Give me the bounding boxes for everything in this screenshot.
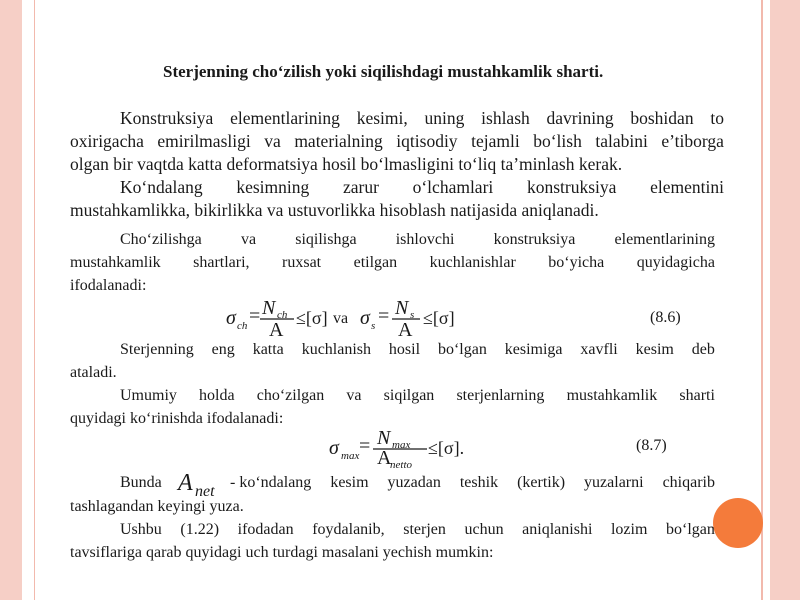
word: sterjenlarning — [456, 387, 545, 404]
f1-num-sub-left: ch — [277, 309, 288, 321]
word: (kertik) — [517, 474, 566, 491]
word: uchun — [464, 521, 504, 538]
f1-sub-right: s — [371, 320, 376, 332]
word: siqilgan — [383, 387, 435, 404]
word: ifodadan — [237, 521, 294, 538]
f1-rhs-left: ≤[σ] — [296, 308, 328, 328]
word: siqilishga — [295, 231, 357, 248]
f2-num-sub: max — [392, 439, 411, 451]
f1-joiner: va — [333, 310, 349, 327]
p3-line1 — [120, 231, 715, 249]
word: va — [264, 131, 281, 151]
formula-8-6 — [220, 296, 470, 338]
word: (1.22) — [180, 521, 220, 538]
word: kesim — [635, 341, 674, 358]
f2-den-sub: netto — [390, 459, 412, 470]
word: elementini — [650, 177, 724, 197]
word: teshik — [459, 474, 499, 491]
p5-line2: quyidagi ko‘rinishda ifodalanadi: — [70, 410, 284, 427]
word: aniqlanishi — [522, 521, 593, 538]
p2-line2: mustahkamlikka, bikirlikka va ustuvorlikka hisoblash natijasida aniqlanadi. — [70, 200, 599, 220]
word: talabini — [595, 131, 648, 151]
word: elementlarining — [614, 231, 715, 248]
left-border-strip — [0, 0, 22, 600]
p6-start: Bunda — [120, 474, 162, 491]
word: yuzadan — [387, 474, 441, 491]
word: Umumiy — [120, 387, 177, 404]
accent-circle — [713, 498, 763, 548]
word: - ko‘ndalang — [230, 474, 312, 491]
p2-line1 — [120, 177, 724, 198]
f1-den-left: A — [269, 319, 284, 338]
word: emirilmasligi — [157, 131, 251, 151]
p4-line1 — [120, 341, 715, 359]
word: kesimning — [236, 177, 310, 197]
word: katta — [252, 341, 284, 358]
f1-eq-right: = — [378, 305, 390, 327]
f2-den: A — [377, 447, 392, 469]
word: bo‘lgan — [437, 341, 487, 358]
word: ruxsat — [282, 254, 322, 271]
word: kesimi, — [356, 108, 408, 128]
word: davrining — [546, 108, 614, 128]
f1-num-right: N — [395, 297, 409, 319]
f1-den-right: A — [398, 319, 413, 338]
word: va — [240, 231, 257, 248]
p6-line1-rest — [230, 474, 715, 492]
f1-sigma-left: σ — [226, 307, 236, 329]
word: Sterjenning — [120, 341, 194, 358]
f1-sub-left: ch — [237, 320, 248, 332]
word: uning — [424, 108, 465, 128]
word: Ushbu — [120, 521, 162, 538]
word: xavfli — [580, 341, 618, 358]
word: kuchlanishlar — [429, 254, 516, 271]
p7-line1 — [120, 521, 715, 539]
formula-8-6-number: (8.6) — [650, 309, 681, 326]
f1-rhs-right: ≤[σ] — [423, 308, 455, 328]
f1-eq-left: = — [249, 305, 261, 327]
word: quyidagicha — [636, 254, 715, 271]
word: lozim — [610, 521, 648, 538]
a-net-sub: net — [195, 483, 215, 500]
a-net-symbol — [175, 466, 231, 500]
right-border-line — [761, 0, 763, 600]
p3-line2 — [70, 254, 715, 272]
word: eng — [211, 341, 235, 358]
word: konstruksiya — [526, 177, 617, 197]
word: foydalanib, — [312, 521, 385, 538]
word: mustahkamlik — [566, 387, 658, 404]
word: zarur — [342, 177, 379, 197]
word: hosil — [388, 341, 421, 358]
word: ishlovchi — [395, 231, 455, 248]
word: o‘lchamlari — [412, 177, 494, 197]
f1-num-left: N — [262, 297, 276, 319]
p3-line3: ifodalanadi: — [70, 277, 147, 294]
word: iqtisodiy — [396, 131, 458, 151]
word: kuchlanish — [301, 341, 372, 358]
word: kesim — [330, 474, 369, 491]
word: oxirigacha — [70, 131, 144, 151]
word: cho‘zilgan — [256, 387, 325, 404]
right-border-strip — [770, 0, 800, 600]
p1-line1 — [120, 108, 724, 129]
f1-num-sub-right: s — [410, 309, 415, 321]
word: konstruksiya — [493, 231, 576, 248]
left-border-line — [34, 0, 35, 600]
word: ishlash — [481, 108, 530, 128]
p1-line2 — [70, 131, 724, 152]
word: etilgan — [353, 254, 398, 271]
p5-line1 — [120, 387, 715, 405]
word: sharti — [679, 387, 715, 404]
p7-line2: tavsiflariga qarab quyidagi uch turdagi masalani yechish mumkin: — [70, 544, 494, 561]
f2-sigma: σ — [329, 437, 339, 459]
p4-line2: ataladi. — [70, 364, 117, 381]
word: chiqarib — [662, 474, 715, 491]
f2-sub: max — [341, 450, 360, 462]
f2-num: N — [377, 427, 391, 449]
word: va — [346, 387, 362, 404]
word: holda — [199, 387, 235, 404]
f2-eq: = — [359, 435, 371, 457]
word: bo‘lish — [533, 131, 582, 151]
p6-line2: tashlagandan keyingi yuza. — [70, 498, 244, 515]
word: elementlarining — [230, 108, 340, 128]
word: e’tiborga — [661, 131, 724, 151]
word: bo‘lgan — [666, 521, 715, 538]
p1-line3: olgan bir vaqtda katta deformatsiya hosil bo‘lmasligini to‘liq ta’minlash kerak. — [70, 154, 623, 174]
word: Cho‘zilishga — [120, 231, 202, 248]
word: Konstruksiya — [120, 108, 214, 128]
word: kesimiga — [504, 341, 563, 358]
word: mustahkamlik — [70, 254, 161, 271]
f2-rhs: ≤[σ]. — [428, 438, 465, 458]
f1-sigma-right: σ — [360, 307, 370, 329]
a-net-letter: A — [178, 470, 193, 496]
word: materialning — [294, 131, 383, 151]
word: bo‘yicha — [548, 254, 605, 271]
word: to — [710, 108, 724, 128]
word: shartlari, — [193, 254, 250, 271]
word: sterjen — [403, 521, 446, 538]
word: boshidan — [630, 108, 694, 128]
word: tejamli — [471, 131, 520, 151]
word: Ko‘ndalang — [120, 177, 203, 197]
word: deb — [691, 341, 715, 358]
word: yuzalarni — [584, 474, 644, 491]
formula-8-7 — [325, 426, 485, 470]
formula-8-7-number: (8.7) — [636, 437, 667, 454]
page-title: Sterjenning cho‘zilish yoki siqilishdagi mustahkamlik sharti. — [163, 62, 604, 81]
